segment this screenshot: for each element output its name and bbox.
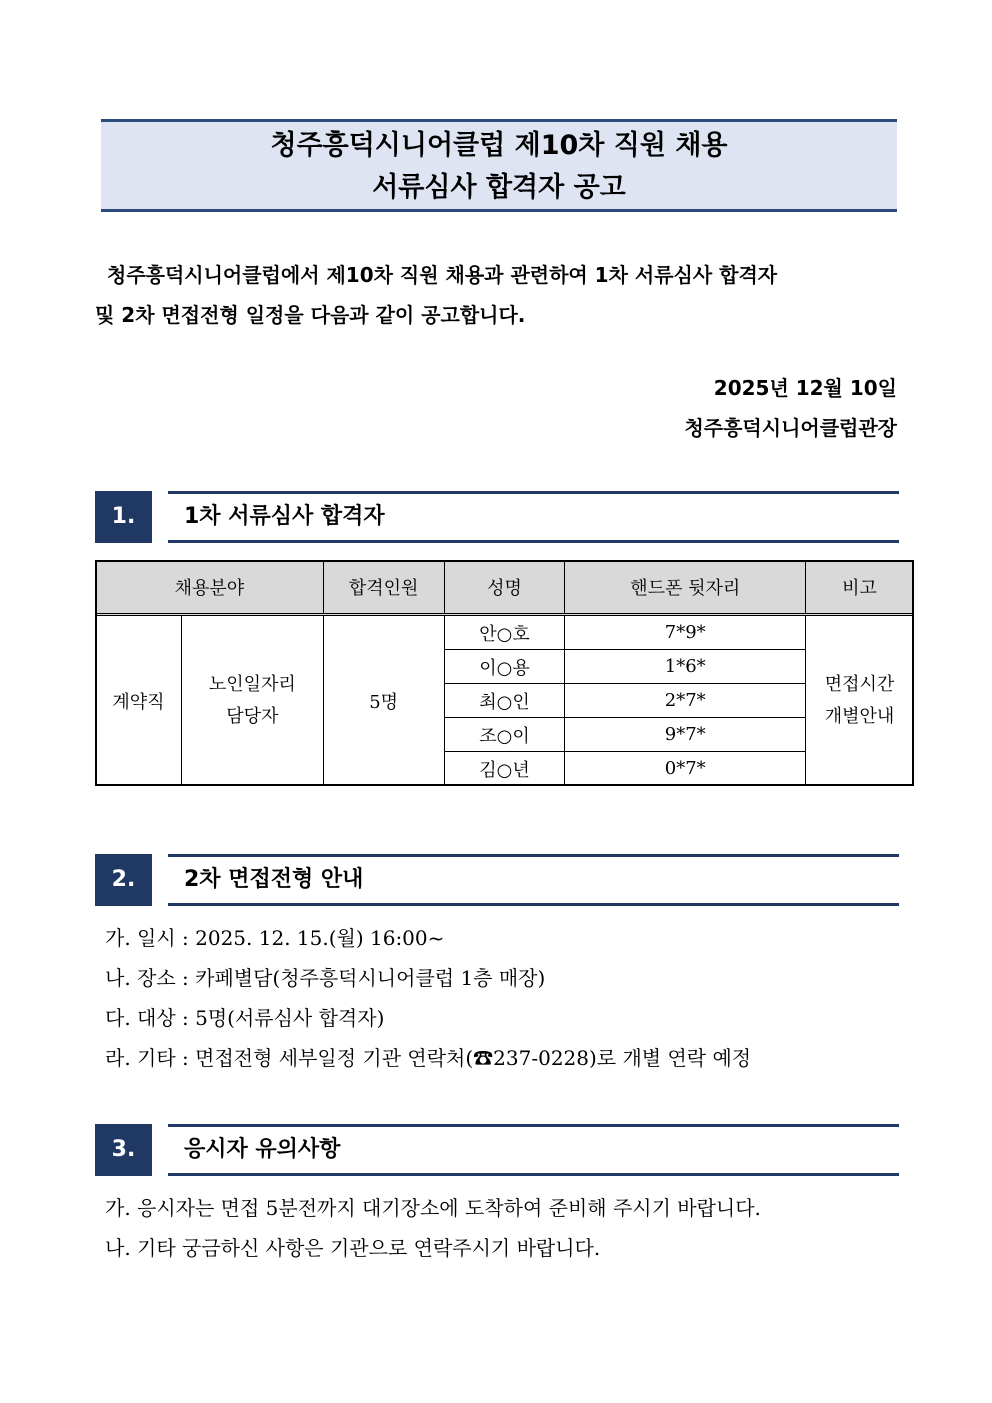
note-cell (806, 615, 914, 786)
note-line-2: 개별안내 (824, 705, 895, 727)
header-count: 합격인원 (323, 561, 444, 615)
title-box (101, 119, 897, 212)
name-cell: 안○호 (444, 615, 565, 650)
results-table (95, 560, 914, 786)
header-phone: 핸드폰 뒷자리 (565, 561, 806, 615)
title-line-2: 서류심사 합격자 공고 (372, 172, 626, 203)
list-item: 가. 응시자는 면접 5분전까지 대기장소에 도착하여 준비해 주시기 바랍니다. (105, 1196, 761, 1220)
field-name-line-2: 담당자 (226, 705, 279, 727)
header-field: 채용분야 (96, 561, 324, 615)
section-3-number: 3. (95, 1124, 152, 1176)
list-item: 라. 기타 : 면접전형 세부일정 기관 연락처(☎237-0228)로 개별 연락 예정 (105, 1046, 752, 1070)
table-header-row (96, 561, 914, 615)
name-cell: 최○인 (444, 684, 565, 718)
section-1-number: 1. (95, 491, 152, 543)
announcement-date: 2025년 12월 10일 (713, 376, 897, 400)
phone-cell: 1*6* (565, 650, 806, 684)
phone-cell: 2*7* (565, 684, 806, 718)
intro-line-2: 및 2차 면접전형 일정을 다음과 같이 공고합니다. (95, 303, 526, 327)
intro-line-1: 청주흥덕시니어클럽에서 제10차 직원 채용과 관련하여 1차 서류심사 합격자 (107, 263, 778, 287)
table-row (96, 615, 914, 650)
note-line-1: 면접시간 (824, 673, 895, 695)
interview-info-list (105, 918, 751, 1078)
field-type-cell: 계약직 (96, 615, 182, 786)
section-2-title: 2차 면접전형 안내 (168, 854, 899, 906)
section-3-title: 응시자 유의사항 (168, 1124, 899, 1176)
list-item: 나. 기타 궁금하신 사항은 기관으로 연락주시기 바랍니다. (105, 1236, 601, 1260)
header-note: 비고 (806, 561, 914, 615)
field-name-cell (181, 615, 323, 786)
title-line-1: 청주흥덕시니어클럽 제10차 직원 채용 (270, 130, 728, 161)
header-name: 성명 (444, 561, 565, 615)
phone-cell: 9*7* (565, 718, 806, 752)
list-item: 가. 일시 : 2025. 12. 15.(월) 16:00~ (105, 926, 445, 950)
signer: 청주흥덕시니어클럽관장 (684, 416, 897, 440)
phone-cell: 7*9* (565, 615, 806, 650)
name-cell: 이○용 (444, 650, 565, 684)
list-item: 나. 장소 : 카페별담(청주흥덕시니어클럽 1층 매장) (105, 966, 546, 990)
list-item: 다. 대상 : 5명(서류심사 합격자) (105, 1006, 385, 1030)
name-cell: 조○이 (444, 718, 565, 752)
name-cell: 김○년 (444, 752, 565, 786)
field-name-line-1: 노인일자리 (208, 673, 296, 695)
phone-cell: 0*7* (565, 752, 806, 786)
section-1-title: 1차 서류심사 합격자 (168, 491, 899, 543)
applicant-notes-list (105, 1188, 761, 1268)
count-cell: 5명 (323, 615, 444, 786)
section-2-number: 2. (95, 854, 152, 906)
intro-paragraph (95, 255, 897, 335)
